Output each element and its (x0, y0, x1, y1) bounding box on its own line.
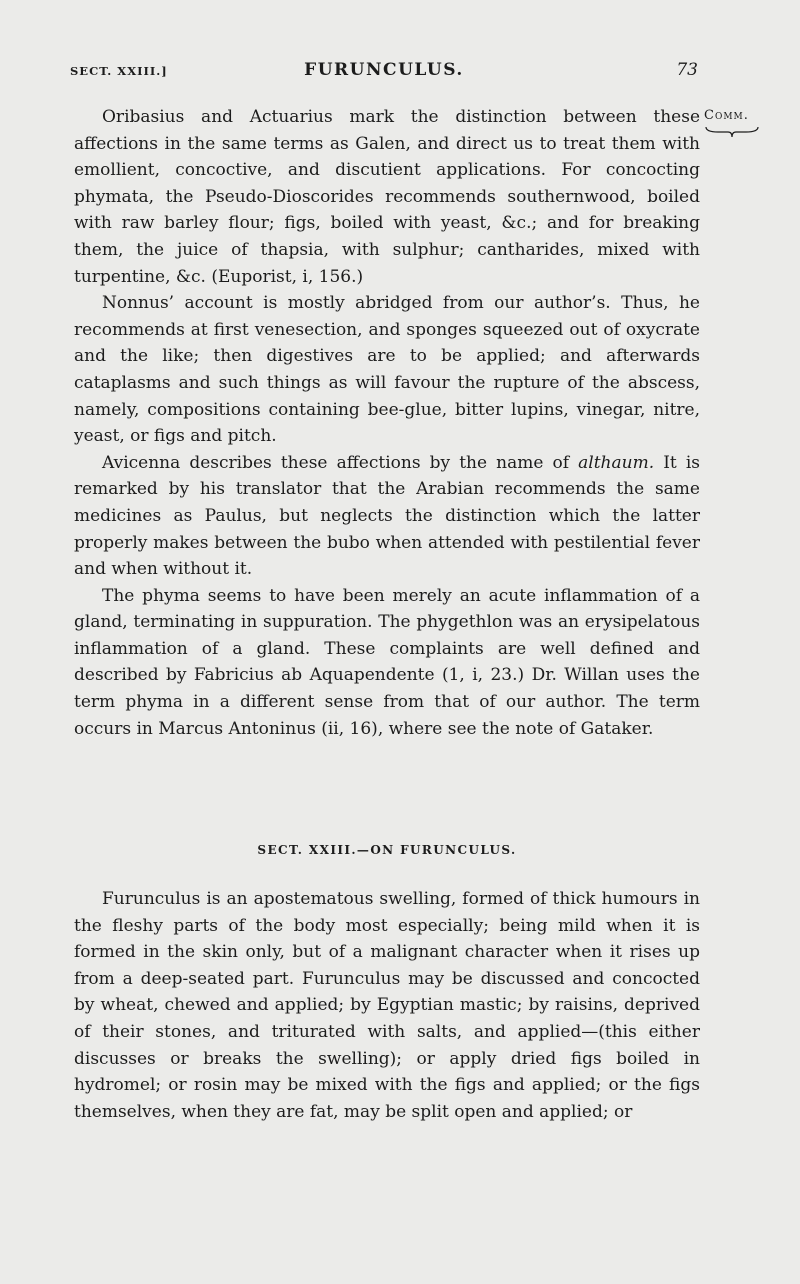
brace-icon (704, 125, 760, 139)
paragraph-avicenna-end: It is remarked by his translator that the Arabian recommends the same medicines as Paulus, but neglects the distinction which the latter properly makes between the bubo when attended with pestilential fever and when without it. (74, 452, 701, 580)
paragraph-avicenna (74, 450, 700, 583)
header-title: FURUNCULUS. (304, 60, 464, 80)
running-header (70, 60, 698, 86)
margin-note (704, 108, 784, 139)
paragraph-furunculus: Furunculus is an apostematous swelling, formed of thick humours in the fleshy parts of the body most especially; being mild when it is formed in the skin only, but of a malignant character when it rises up from a deep-seated part. Furunculus may be discussed and concocted by wheat, chewed and applied; by Egyptian mastic; by raisins, deprived of their stones, and triturated with salts, and applied—(this either discusses or breaks the swelling); or apply dried figs boiled in hydromel; or rosin may be mixed with the figs and applied; or the figs themselves, when they are fat, may be split open and applied; or (74, 889, 700, 1122)
header-section-ref: SECT. XXIII.] (70, 64, 168, 78)
paragraph-avicenna-start: Avicenna describes these affections by the name of (102, 452, 579, 473)
margin-note-label: Comm. (704, 108, 749, 123)
paragraph-oribasius: Oribasius and Actuarius mark the distinction between these affections in the same terms as Galen, and direct us to treat them with emollient, concoctive, and discutient applications. For concocting phymata, the Pseudo-Dioscorides recommends southernwood, boiled with raw barley flour; figs, boiled with yeast, &c.; and for breaking them, the juice of thapsia, with sulphur; cantharides, mixed with turpentine, &c. (Euporist, i, 156.) (74, 107, 700, 287)
page-number: 73 (676, 60, 698, 80)
paragraph-nonnus: Nonnus’ account is mostly abridged from our author’s. Thus, he recommends at first venesection, and sponges squeezed out of oxycrate and the like; then digestives are to be applied; and afterwards cataplasms and such things as will favour the rupture of the abscess, namely, compositions containing bee-glue, bitter lupins, vinegar, nitre, yeast, or figs and pitch. (74, 293, 700, 447)
section-text (74, 886, 700, 1125)
commentary-text (74, 104, 700, 742)
paragraph-avicenna-italic: althaum. (578, 452, 655, 473)
paragraph-phyma: The phyma seems to have been merely an acute inflammation of a gland, terminating in suppuration. The phygethlon was an erysipelatous inflammation of a gland. These complaints are well defined and described by Fabricius ab Aquapendente (1, i, 23.) Dr. Willan uses the term phyma in a different sense from that of our author. The term occurs in Marcus Antoninus (ii, 16), where see the note of Gataker. (74, 585, 700, 739)
section-heading: SECT. XXIII.—ON FURUNCULUS. (257, 843, 517, 857)
